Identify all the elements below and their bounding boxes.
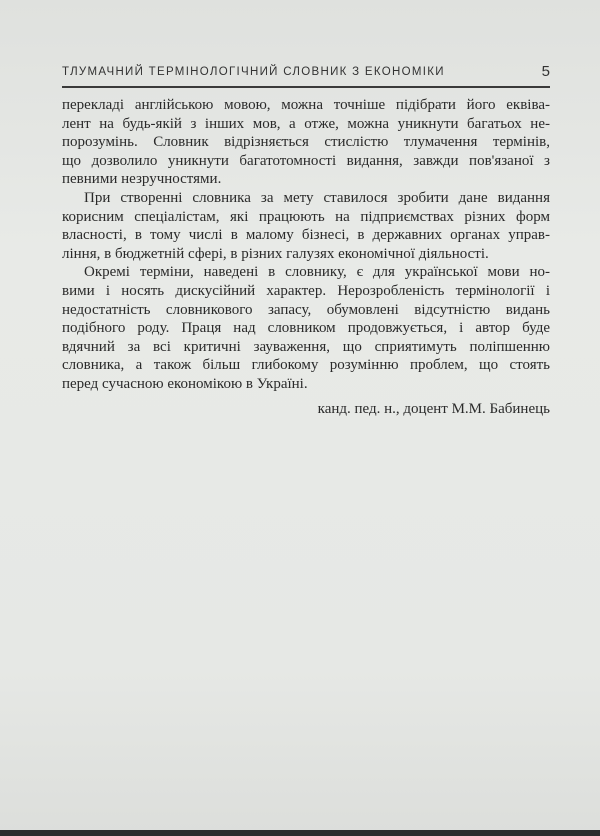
text-line: вдячний за всі критичні зауваження, що сприятимуть поліпшенню [62, 338, 550, 355]
text-line: перед сучасною економікою в Україні. [62, 375, 308, 392]
text-line: певними незручностями. [62, 171, 222, 188]
text-line: власності, в тому числі в малому бізнесі, в державних органах управ- [62, 227, 550, 244]
text-line: подібного роду. Праця над словником продовжується, і автор буде [62, 320, 550, 337]
text-line: недостатність словникового запасу, обумовлені відсутністю видань [62, 301, 550, 318]
header-rule [62, 86, 550, 88]
text-line: що дозволило уникнути багатотомності видання, завжди пов'язаної з [62, 152, 550, 169]
text-line: корисним спеціалістам, які працюють на підприємствах різних форм [62, 208, 550, 225]
page-number: 5 [541, 63, 550, 80]
text-line: ління, в бюджетній сфері, в різних галузях економічної діяльності. [62, 245, 489, 262]
text-line: Окремі терміни, наведені в словнику, є для української мови но- [84, 264, 550, 281]
text-line: При створенні словника за мету ставилося зробити дане видання [84, 189, 550, 206]
running-header [62, 63, 550, 83]
paragraph-1 [62, 96, 550, 189]
text-line: порозумінь. Словник відрізняється стислістю тлумачення термінів, [62, 134, 550, 151]
header-title: ТЛУМАЧНИЙ ТЕРМІНОЛОГІЧНИЙ СЛОВНИК З ЕКОНОМІКИ [62, 66, 445, 78]
paragraph-3 [62, 263, 550, 393]
text-line: лент на будь-якій з інших мов, а отже, можна уникнути багатьох не- [62, 115, 550, 132]
paragraph-2 [62, 189, 550, 263]
text-line: перекладі англійською мовою, можна точніше підібрати його еквіва- [62, 97, 550, 113]
text-line: словника, а також більш глибокому розумінню проблем, що стоять [62, 357, 550, 374]
body-text [62, 96, 550, 394]
author-signature: канд. пед. н., доцент М.М. Бабинець [317, 401, 550, 417]
scan-edge [0, 830, 600, 836]
text-line: вими і носять дискусійний характер. Нерозробленість термінології і [62, 282, 550, 299]
